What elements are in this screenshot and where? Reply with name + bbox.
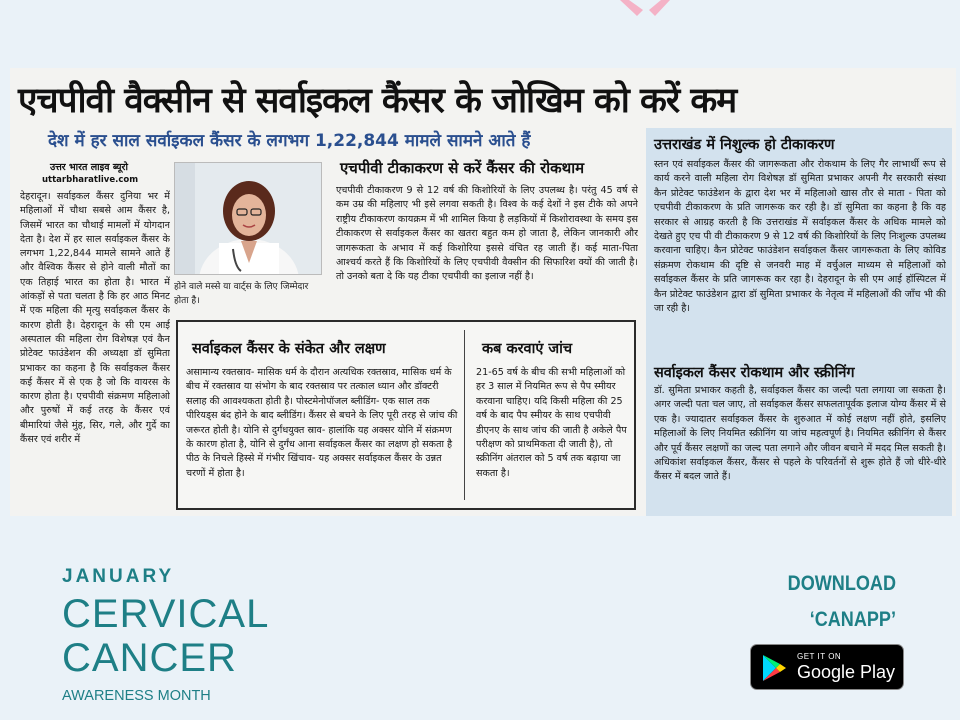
google-play-small-text: GET IT ON bbox=[797, 652, 842, 661]
website-url: uttarbharatlive.com bbox=[42, 175, 139, 185]
article-column-1: देहरादून। सर्वाइकल कैंसर दुनिया भर में महिलाओं में चौथा सबसे आम कैंसर है, जिसमें भारत का चौथाई मामलों में योगदान देता है। देश में हर साल सर्वाइकल कैंसर के लगभग 1,22,844 मामले सामने आते हैं और वैश्विक कैंसर से होने वाली मौतों का एक तिहाई भारत का होता है। भारत में आंकड़ों से पता चलता है कि हर आठ मिनट में एक महिला की मृत्यु सर्वाइकल कैंसर के कारण होती है। देहरादून के सी एम आई अस्पताल की महिला रोग विशेषज्ञ एवं कैन प्रोटेक्ट फाउंडेशन की अध्यक्षा डॉ सुमिता प्रभाकर का कहना है कि सर्वाइकल कैंसर कई कैंसर में से एक है जो कि वायरस के कारण होता है। एचपीवी संक्रमण महिलाओ और पुरुषों में कई तरह के कैंसर एवं बीमारियां जैसे मुंह, सिर, गले, और गुर्दे का कैंसर एवं शरीर में bbox=[20, 191, 170, 446]
box-divider bbox=[464, 330, 465, 500]
section-prevention-body: डॉ. सुमिता प्रभाकर कहती है, सर्वाइकल कैंसर का जल्दी पता लगाया जा सकता है। अगर जल्दी पता चल जाए, तो सर्वाइकल कैंसर सफलतापूर्वक इलाज योग्य कैंसर में से एक है। ज्यादातर सर्वाइकल कैंसर के शुरुआत में कोई लक्षण नहीं होते, इसलिए महिलाओं के लिए नियमित स्क्रीनिंग या जांच महत्वपूर्ण है। नियमित स्क्रीनिंग से कैंसर और पूर्व कैंसर लक्षणों का जल्द पता लगाने और जीवन बचाने में मदद मिल सकती है। अधिकांश सर्वाइकल कैंसर, कैंसर से पहले के परिवर्तनों से शुरू होते हैं जो धीरे-धीरे कैंसर में बदल जाते हैं। bbox=[654, 385, 946, 483]
symptoms-screening-box bbox=[176, 320, 636, 510]
campaign-line-cervical: CERVICAL bbox=[62, 592, 270, 636]
section-when-test-title: कब करवाएं जांच bbox=[482, 341, 573, 357]
google-play-icon bbox=[761, 654, 787, 682]
section-when-test-body: 21-65 वर्ष के बीच की सभी महिलाओं को हर 3 साल में नियमित रूप से पैप स्मीयर करवाना चाहिए। यदि किसी महिला की 25 वर्ष के बाद पैप स्मीयर के साथ एचपीवी डीएनए के साथ जांच की जाती है अकेले पैप परीक्षण को प्राथमिकता दी जाती है), तो स्क्रीनिंग अंतराल को 5 वर्ष तक बढ़ाया जा सकता है। bbox=[476, 367, 627, 479]
newspaper-clipping bbox=[10, 68, 956, 516]
campaign-line-cancer: CANCER bbox=[62, 636, 237, 680]
section-symptoms-body: असामान्य रक्तस्राव- मासिक धर्म के दौरान अत्यधिक रक्तस्राव, मासिक धर्म के बीच में रक्तस्राव या संभोग के बाद रक्तस्राव पर तत्काल ध्यान और डॉक्टरी सलाह की आवश्यकता होती है। पोस्टमेनोपॉजल ब्लीडिंग- एक साल तक पीरियड्स बंद होने के बाद ब्लीडिंग। कैंसर से बचने के लिए पूरी तरह से जांच की जरूरत होती है। योनि से दुर्गंधयुक्त स्राव- हालांकि यह अक्सर योनि में संक्रमण के कारण होता है, योनि से दुर्गंध आना सर्वाइकल कैंसर का लक्षण हो सकता है पीठ के निचले हिस्से में गंभीर खिंचाव- यह अक्सर सर्वाइकल कैंसर के उन्नत चरणों में होता है। bbox=[186, 367, 458, 479]
campaign-awareness: AWARENESS MONTH bbox=[62, 688, 211, 704]
download-line-2: ‘CANAPP’ bbox=[809, 608, 896, 631]
subheadline: देश में हर साल सर्वाइकल कैंसर के लगभग 1,22,844 मामले सामने आते हैं bbox=[48, 131, 531, 151]
google-play-label: Google Play bbox=[797, 662, 896, 682]
section-free-vaccination-body: स्तन एवं सर्वाइकल कैंसर की जागरूकता और रोकथाम के लिए गैर लाभार्थी रूप से कार्य करने वाली महिला रोग विशेषज्ञ डॉ सुमिता प्रभाकर अपनी गैर सरकारी संस्था कैन प्रोटेक्ट फाउंडेशन के द्वारा देश भर में महिलाओ खास तौर से माता - पिता को एचपीवी टीकाकरण के प्रति जागरूक कर रही है। डॉ सुमिता का कहना है कि वह सरकार से आग्रह करती है कि उत्तराखंड में सर्वाइकल कैंसर के अधिक मामले को देखते हुए एच पी वी टीकाकरण 9 से 12 वर्ष की किशोरियों के लिए निःशुल्क उपलब्ध करवाना चाहिए। कैन प्रोटेक्ट फाउंडेशन सर्वाइकल कैंसर जागरूकता के लिए कोविड संक्रमण रोकथाम की दृष्टि से जनवरी माह में वर्चुअल माध्यम से महिलाओं को सर्वाइकल कैंसर के प्रति जागरूक कर रहा है। देहरादून के सी एम आई हॉस्पिटल में कैन प्रोटेक्ट फाउंडेशन द्वारा डॉ सुमिता प्रभाकर के नेतृत्व में महिलाओं की जाँच भी की जा रही है। bbox=[654, 159, 946, 315]
campaign-month: JANUARY bbox=[62, 566, 175, 587]
section-vaccination-title: एचपीवी टीकाकरण से करें कैंसर की रोकथाम bbox=[340, 159, 585, 177]
campaign-block bbox=[62, 566, 269, 704]
download-line-1: DOWNLOAD bbox=[787, 572, 896, 595]
section-vaccination-body: एचपीवी टीकाकरण 9 से 12 वर्ष की किशोरियों के लिए उपलब्ध है। परंतु 45 वर्ष से कम उम्र की महिलाए भी इसे लगवा सकती है। विश्व के कई देशों ने इस टीके को अपने राष्ट्रीय टीकाकरण कायक्रम में भी शामिल किया है लड़कियों में किशोरावस्था के समय इस टीकाकरण से सर्वाइकल कैंसर का खतरा बहुत कम हो जाता है, लेकिन जानकारी और जागरूकता के अभाव में कई किशोरिया इससे वंचित रह जाती हैं। कई माता-पिता आश्चर्य करते हैं कि किशोरियों के लिए एचपीवी वैक्सीन की सिफारिश क्यों की जाती है। तो उनको बता दे कि यह टीका एचपीवी का इलाज नहीं है। bbox=[336, 185, 638, 283]
byline: उत्तर भारत लाइव ब्यूरो bbox=[50, 162, 128, 173]
sidebar-panel bbox=[646, 128, 952, 516]
section-symptoms-title: सर्वाइकल कैंसर के संकेत और लक्षण bbox=[192, 341, 386, 357]
section-free-vaccination-title: उत्तराखंड में निशुल्क हो टीकाकरण bbox=[654, 137, 835, 153]
google-play-button[interactable] bbox=[750, 644, 904, 690]
section-prevention-title: सर्वाइकल कैंसर रोकथाम और स्क्रीनिंग bbox=[654, 365, 855, 381]
pink-ribbon-icon bbox=[615, 0, 675, 20]
headline: एचपीवी वैक्सीन से सर्वाइकल कैंसर के जोखिम को करें कम bbox=[18, 81, 737, 121]
photo-caption: होने वाले मस्से या वार्ट्स के लिए जिम्मेदार होता है। bbox=[174, 282, 309, 306]
doctor-photo bbox=[174, 162, 322, 275]
